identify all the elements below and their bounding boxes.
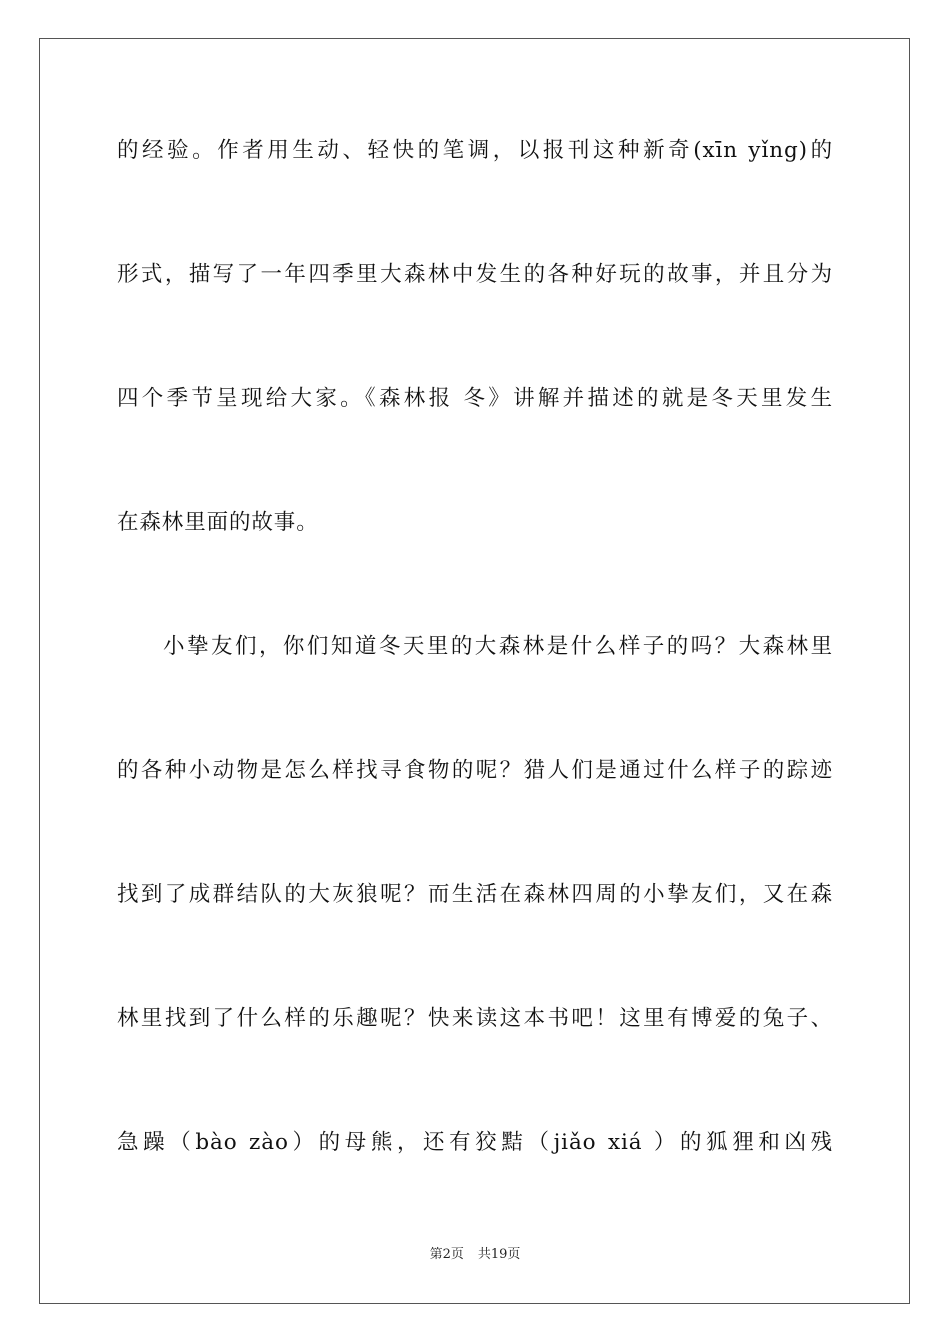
text-line-2: 形式，描写了一年四季里大森林中发生的各种好玩的故事，并且分为 (117, 262, 833, 287)
text-line-1: 的经验。作者用生动、轻快的笔调，以报刊这种新奇(xīn yǐng)的 (117, 138, 833, 163)
page-footer (0, 1246, 950, 1264)
page-frame (39, 38, 910, 1304)
text-line-9: 急躁（bào zào）的母熊，还有狡黠（jiǎo xiá ）的狐狸和凶残 (117, 1130, 833, 1155)
text-line-4: 在森林里面的故事。 (117, 510, 319, 535)
text-line-6: 的各种小动物是怎么样找寻食物的呢？猎人们是通过什么样子的踪迹 (117, 758, 833, 783)
text-line-3: 四个季节呈现给大家。《森林报 冬》讲解并描述的就是冬天里发生 (117, 386, 833, 411)
text-line-7: 找到了成群结队的大灰狼呢？而生活在森林四周的小挚友们，又在森 (117, 882, 833, 907)
text-line-5: 小挚友们，你们知道冬天里的大森林是什么样子的吗？大森林里 (163, 634, 833, 659)
page-number: 第2页 (429, 1247, 464, 1262)
page-total: 共19页 (477, 1247, 521, 1262)
text-line-8: 林里找到了什么样的乐趣呢？快来读这本书吧！这里有博爱的兔子、 (117, 1006, 833, 1031)
